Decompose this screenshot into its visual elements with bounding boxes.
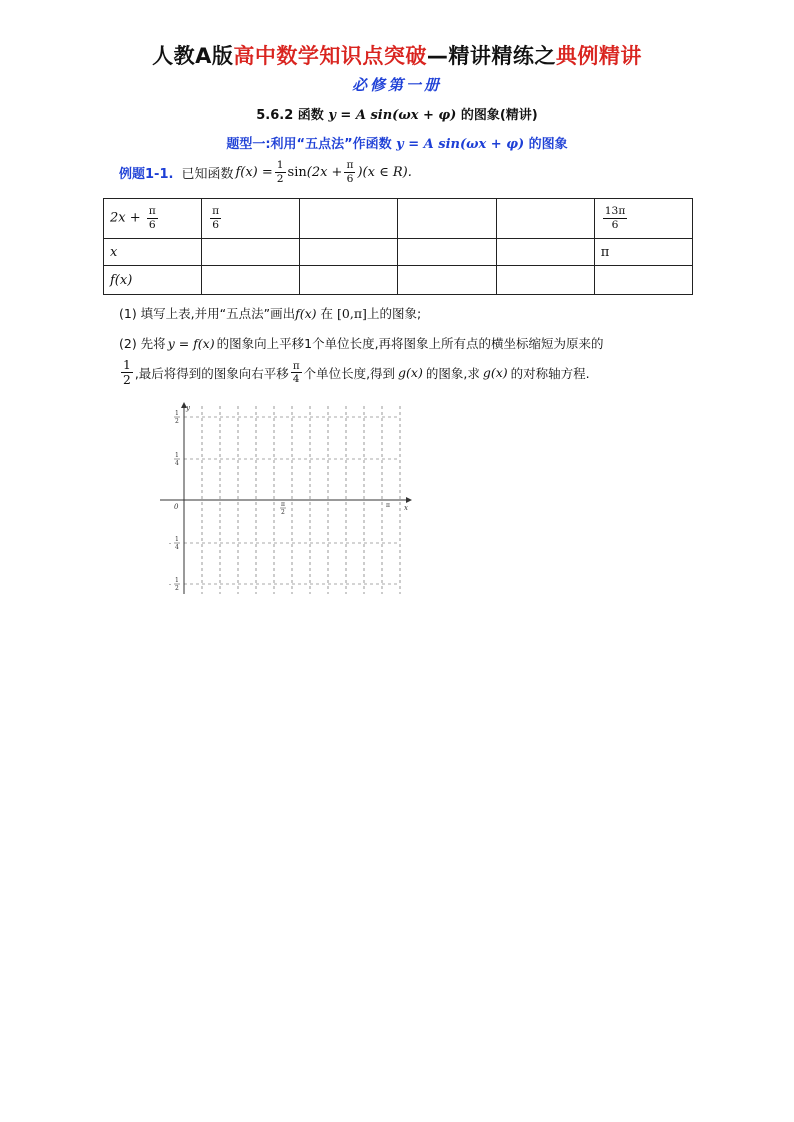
example-close: )	[357, 164, 363, 180]
q1-text-c: 上的图象;	[366, 306, 422, 321]
table-cell	[398, 199, 496, 239]
header-part1: 人教A版	[152, 44, 234, 68]
fraction-denominator: 6	[212, 218, 220, 231]
q1-fx: f(x)	[295, 306, 317, 321]
row1-label-fraction	[147, 206, 158, 230]
example-half-fraction	[275, 160, 286, 184]
x-tick-pi2-den: 2	[281, 509, 285, 516]
header-part3: —精讲精练之	[426, 44, 556, 68]
fraction-numerator: 1	[276, 158, 284, 171]
table-row	[104, 266, 693, 295]
example-domain: (x ∈ R).	[362, 164, 412, 180]
y-tick-neghalf-num: 1	[175, 577, 179, 584]
table-cell	[398, 266, 496, 295]
table-cell	[594, 199, 692, 239]
q2-yfx: y = f(x)	[167, 336, 215, 351]
row2-last: π	[600, 244, 610, 260]
q1-interval: [0,π]	[337, 306, 367, 321]
y-axis-label: y	[186, 404, 190, 412]
table-cell	[496, 266, 594, 295]
fraction-numerator: 1	[123, 358, 131, 372]
y-tick-quarter-num: 1	[175, 452, 179, 459]
example-open: (2x +	[306, 164, 343, 180]
y-tick-quarter-den: 4	[175, 460, 179, 467]
fraction-numerator: π	[346, 158, 354, 171]
table-cell	[300, 266, 398, 295]
table-cell	[594, 266, 692, 295]
table-cell	[496, 199, 594, 239]
table-cell	[202, 199, 300, 239]
example-pi6-fraction	[344, 160, 355, 184]
q2-gx: g(x)	[398, 365, 423, 381]
table-cell	[104, 266, 202, 295]
row2-label: x	[110, 244, 118, 260]
axis-labels	[169, 404, 408, 592]
x-tick-pi2-num: π	[281, 501, 285, 508]
question-1	[119, 304, 421, 322]
example-fx: f(x) =	[235, 164, 273, 180]
x-axis-arrow	[406, 497, 412, 503]
origin-label: 0	[174, 503, 179, 511]
qtype-prefix: 题型一:利用“五点法”作函数	[226, 137, 397, 152]
row1-last-fraction	[603, 206, 628, 230]
y-tick-negquarter-sign: -	[169, 540, 172, 547]
section-prefix: 5.6.2 函数	[256, 108, 329, 123]
fraction-denominator: 2	[123, 373, 131, 388]
qtype-suffix: 的图象	[524, 137, 568, 152]
y-tick-neghalf-den: 2	[175, 585, 179, 592]
table-cell	[398, 239, 496, 266]
q1-text-a: (1) 填写上表,并用“五点法”画出	[119, 306, 296, 321]
q2-pi4-fraction	[291, 361, 302, 385]
q2-text-c: ,最后将得到的图象向右平移	[134, 365, 289, 381]
fraction-denominator: 2	[276, 171, 284, 185]
table-row	[104, 199, 693, 239]
fraction-denominator: 6	[346, 171, 354, 185]
q1-text-b: 在	[320, 306, 334, 321]
table-cell	[496, 239, 594, 266]
table-cell	[104, 239, 202, 266]
y-tick-half-den: 2	[175, 418, 179, 425]
y-tick-half-num: 1	[175, 410, 179, 417]
question-2-line1	[119, 334, 604, 352]
example-text: 已知函数	[181, 166, 234, 182]
y-tick-negquarter-den: 4	[175, 544, 179, 551]
qtype-formula: y = A sin(ωx + φ)	[396, 137, 525, 152]
five-point-table	[103, 198, 693, 295]
fraction-denominator: 6	[148, 218, 156, 231]
y-tick-negquarter-num: 1	[175, 536, 179, 543]
fraction-denominator: 4	[292, 373, 300, 386]
section-title	[0, 104, 794, 123]
row3-label: f(x)	[110, 272, 133, 288]
example-label: 例题1-1.	[119, 166, 174, 182]
header-part4: 典例精讲	[555, 44, 642, 68]
fraction-numerator: 13π	[604, 204, 626, 218]
section-formula: y = A sin(ωx + φ)	[328, 108, 457, 123]
table-row	[104, 239, 693, 266]
x-tick-pi: π	[386, 502, 390, 509]
table-cell	[104, 199, 202, 239]
book-title: 必修第一册	[351, 76, 442, 94]
question-2-line2	[119, 359, 590, 387]
q2-half-fraction	[121, 359, 133, 387]
coordinate-grid	[150, 400, 415, 600]
table-cell	[202, 266, 300, 295]
row1-label-text: 2x +	[110, 211, 145, 226]
example-sin: sin	[287, 164, 307, 180]
table-cell	[300, 199, 398, 239]
header-title	[0, 40, 794, 70]
q2-text-a: (2) 先将	[119, 336, 166, 351]
q2-text-f: 的对称轴方程.	[510, 365, 590, 381]
table-cell	[594, 239, 692, 266]
table-cell	[202, 239, 300, 266]
row1-c1-fraction	[210, 206, 221, 230]
q2-text-e: 的图象,求	[425, 365, 480, 381]
header-part2: 高中数学知识点突破	[233, 44, 427, 68]
q2-text-b: 的图象向上平移1个单位长度,再将图象上所有点的横坐标缩短为原来的	[216, 336, 604, 351]
y-tick-neghalf-sign: -	[169, 581, 172, 588]
fraction-numerator: π	[292, 360, 300, 373]
q2-gx-2: g(x)	[482, 365, 508, 381]
table-cell	[300, 239, 398, 266]
section-suffix: 的图象(精讲)	[456, 108, 538, 123]
question-type-title	[0, 133, 794, 152]
example-statement	[119, 160, 412, 184]
fraction-denominator: 6	[611, 218, 619, 231]
q2-text-d: 个单位长度,得到	[303, 365, 396, 381]
fraction-numerator: π	[212, 204, 220, 218]
x-axis-label: x	[404, 504, 408, 512]
fraction-numerator: π	[148, 204, 156, 218]
